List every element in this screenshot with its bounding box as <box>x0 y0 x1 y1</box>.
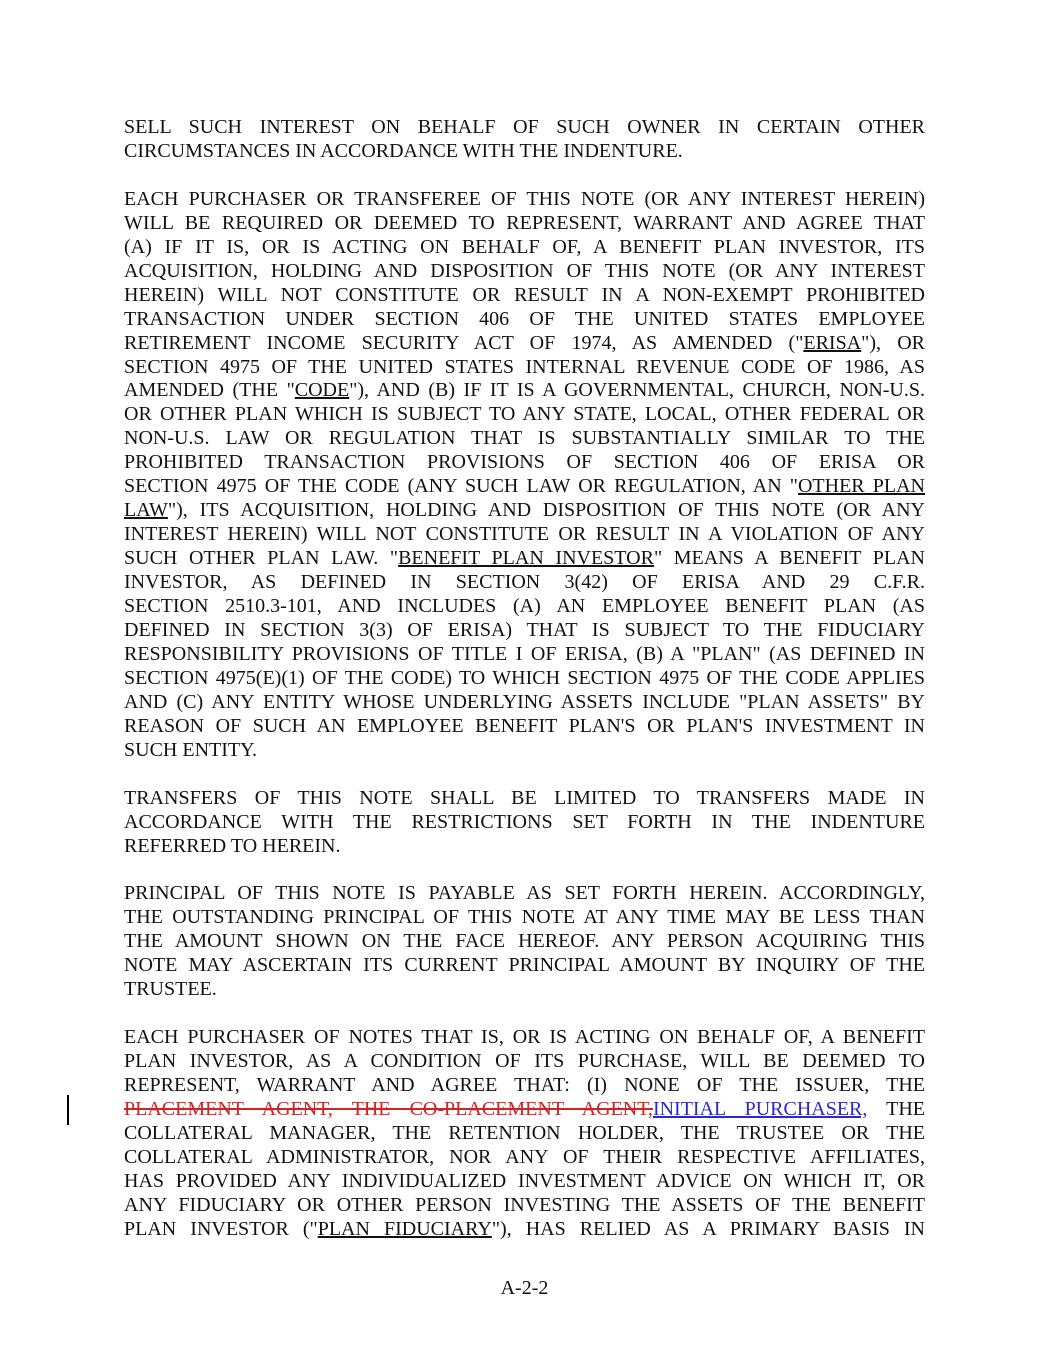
text-run: SECTION 4975(E)(1) OF THE CODE) TO WHICH SECTION 4975 OF THE CODE APPLIES <box>124 666 925 689</box>
text-run: NOTE MAY ASCERTAIN ITS CURRENT PRINCIPAL AMOUNT BY INQUIRY OF THE <box>124 954 925 977</box>
text-run: COLLATERAL ADMINISTRATOR, NOR ANY OF THEIR RESPECTIVE AFFILIATES, <box>124 1145 925 1168</box>
text-run: PLAN INVESTOR, AS A CONDITION OF ITS PURCHASE, WILL BE DEEMED TO <box>124 1050 925 1073</box>
text-run: THE <box>867 1098 926 1121</box>
text-run: ACQUISITION, HOLDING AND DISPOSITION OF THIS NOTE (OR ANY INTEREST <box>124 259 925 282</box>
deleted-text: PLACEMENT AGENT, THE CO-PLACEMENT AGENT, <box>124 1098 653 1121</box>
text-run: "), AND (B) IF IT IS A GOVERNMENTAL, CHURCH, NON-U.S. <box>349 379 925 402</box>
text-line <box>124 835 925 859</box>
text-line <box>124 1074 925 1098</box>
text-run: THE OUTSTANDING PRINCIPAL OF THIS NOTE AT ANY TIME MAY BE LESS THAN <box>124 906 925 929</box>
text-line <box>124 116 925 140</box>
text-run: WILL BE REQUIRED OR DEEMED TO REPRESENT, WARRANT AND AGREE THAT <box>124 211 925 234</box>
text-run: EACH PURCHASER OR TRANSFEREE OF THIS NOTE (OR ANY INTEREST HEREIN) <box>124 187 925 210</box>
text-line <box>124 882 925 906</box>
text-line <box>124 715 925 739</box>
text-run: NON-U.S. LAW OR REGULATION THAT IS SUBSTANTIALLY SIMILAR TO THE <box>124 427 925 450</box>
paragraph <box>124 1026 925 1242</box>
text-run: (A) IF IT IS, OR IS ACTING ON BEHALF OF, A BENEFIT PLAN INVESTOR, ITS <box>124 235 925 258</box>
text-run: HEREIN) WILL NOT CONSTITUTE OR RESULT IN A NON-EXEMPT PROHIBITED <box>124 283 925 306</box>
text-line <box>124 1170 925 1194</box>
defined-term: ERISA <box>803 331 862 354</box>
text-run: PRINCIPAL OF THIS NOTE IS PAYABLE AS SET FORTH HEREIN. ACCORDINGLY, <box>124 882 925 905</box>
text-line <box>124 691 925 715</box>
text-line <box>124 1050 925 1074</box>
text-line <box>124 1146 925 1170</box>
text-run: RESPONSIBILITY PROVISIONS OF TITLE I OF ERISA, (B) A "PLAN" (AS DEFINED IN <box>124 642 925 665</box>
text-line <box>124 140 925 164</box>
page-number: A-2-2 <box>500 1277 549 1299</box>
text-line <box>124 403 925 427</box>
text-run: COLLATERAL MANAGER, THE RETENTION HOLDER, THE TRUSTEE OR THE <box>124 1121 925 1144</box>
text-line <box>124 379 925 403</box>
text-line <box>124 906 925 930</box>
text-run: SUCH ENTITY. <box>124 738 257 761</box>
defined-term: BENEFIT PLAN INVESTOR <box>398 547 654 570</box>
text-run: PROHIBITED TRANSACTION PROVISIONS OF SECTION 406 OF ERISA OR <box>124 451 925 474</box>
text-line <box>124 1122 925 1146</box>
text-line <box>124 332 925 356</box>
text-run: "), HAS RELIED AS A PRIMARY BASIS IN <box>491 1217 925 1240</box>
text-line <box>124 451 925 475</box>
text-line <box>124 236 925 260</box>
text-run: TRUSTEE. <box>124 978 217 1001</box>
text-run: CIRCUMSTANCES IN ACCORDANCE WITH THE INDENTURE. <box>124 139 683 162</box>
text-line <box>124 954 925 978</box>
text-line <box>124 739 925 763</box>
text-run: PLAN INVESTOR (" <box>124 1217 318 1240</box>
text-run: HAS PROVIDED ANY INDIVIDUALIZED INVESTMENT ADVICE ON WHICH IT, OR <box>124 1169 925 1192</box>
text-line <box>124 1194 925 1218</box>
text-line <box>124 356 925 380</box>
text-line <box>124 978 925 1002</box>
text-line <box>124 284 925 308</box>
text-line <box>124 595 925 619</box>
text-line <box>124 499 925 523</box>
text-run: TRANSACTION UNDER SECTION 406 OF THE UNITED STATES EMPLOYEE <box>124 307 925 330</box>
text-run: "), OR <box>861 331 925 354</box>
paragraph <box>124 787 925 859</box>
text-run: AMENDED (THE " <box>124 379 295 402</box>
text-run: ACCORDANCE WITH THE RESTRICTIONS SET FORTH IN THE INDENTURE <box>124 810 925 833</box>
text-run: "), ITS ACQUISITION, HOLDING AND DISPOSITION OF THIS NOTE (OR ANY <box>167 499 925 522</box>
text-line <box>124 930 925 954</box>
document-body <box>124 116 925 1242</box>
text-line <box>124 571 925 595</box>
page-footer <box>124 1277 925 1301</box>
paragraph <box>124 188 925 763</box>
text-run: SECTION 2510.3-101, AND INCLUDES (A) AN EMPLOYEE BENEFIT PLAN (AS <box>124 595 925 618</box>
text-line <box>124 667 925 691</box>
text-line <box>124 427 925 451</box>
text-line <box>124 475 925 499</box>
text-line <box>124 547 925 571</box>
text-run: EACH PURCHASER OF NOTES THAT IS, OR IS ACTING ON BEHALF OF, A BENEFIT <box>124 1026 925 1049</box>
paragraph <box>124 116 925 164</box>
inserted-text: INITIAL PURCHASER, <box>652 1098 868 1121</box>
text-run: " MEANS A BENEFIT PLAN <box>653 547 926 570</box>
text-line <box>124 523 925 547</box>
text-run: INTEREST HEREIN) WILL NOT CONSTITUTE OR RESULT IN A VIOLATION OF ANY <box>124 523 925 546</box>
text-line <box>124 787 925 811</box>
text-run: REFERRED TO HEREIN. <box>124 834 341 857</box>
text-line <box>124 1218 925 1242</box>
text-run: THE AMOUNT SHOWN ON THE FACE HEREOF. ANY PERSON ACQUIRING THIS <box>124 930 925 953</box>
text-run: ANY FIDUCIARY OR OTHER PERSON INVESTING THE ASSETS OF THE BENEFIT <box>124 1193 925 1216</box>
text-run: SUCH OTHER PLAN LAW. " <box>124 547 399 570</box>
defined-term: CODE <box>294 379 350 402</box>
text-line <box>124 260 925 284</box>
defined-term: OTHER PLAN <box>797 475 925 498</box>
text-line <box>124 1026 925 1050</box>
text-run: DEFINED IN SECTION 3(3) OF ERISA) THAT IS SUBJECT TO THE FIDUCIARY <box>124 619 925 641</box>
text-run: TRANSFERS OF THIS NOTE SHALL BE LIMITED TO TRANSFERS MADE IN <box>124 786 925 809</box>
text-line <box>124 619 925 643</box>
text-run: INVESTOR, AS DEFINED IN SECTION 3(42) OF ERISA AND 29 C.F.R. <box>124 571 925 594</box>
text-run: AND (C) ANY ENTITY WHOSE UNDERLYING ASSETS INCLUDE "PLAN ASSETS" BY <box>124 690 925 713</box>
text-line <box>124 212 925 236</box>
text-run: OR OTHER PLAN WHICH IS SUBJECT TO ANY STATE, LOCAL, OTHER FEDERAL OR <box>124 403 925 426</box>
text-line-with-change-bar <box>124 1098 925 1122</box>
text-line <box>124 811 925 835</box>
text-line <box>124 643 925 667</box>
text-run: SECTION 4975 OF THE UNITED STATES INTERNAL REVENUE CODE OF 1986, AS <box>124 355 925 378</box>
defined-term: PLAN FIDUCIARY <box>317 1217 492 1240</box>
text-line <box>124 188 925 212</box>
text-run: SELL SUCH INTEREST ON BEHALF OF SUCH OWNER IN CERTAIN OTHER <box>124 116 925 138</box>
text-run: RETIREMENT INCOME SECURITY ACT OF 1974, AS AMENDED (" <box>124 331 804 354</box>
text-run: REPRESENT, WARRANT AND AGREE THAT: (I) NONE OF THE ISSUER, THE <box>124 1074 925 1097</box>
text-line <box>124 308 925 332</box>
text-run: SECTION 4975 OF THE CODE (ANY SUCH LAW OR REGULATION, AN " <box>124 475 798 498</box>
text-run: REASON OF SUCH AN EMPLOYEE BENEFIT PLAN'S OR PLAN'S INVESTMENT IN <box>124 714 925 737</box>
paragraph <box>124 882 925 1002</box>
defined-term: LAW <box>124 499 168 522</box>
